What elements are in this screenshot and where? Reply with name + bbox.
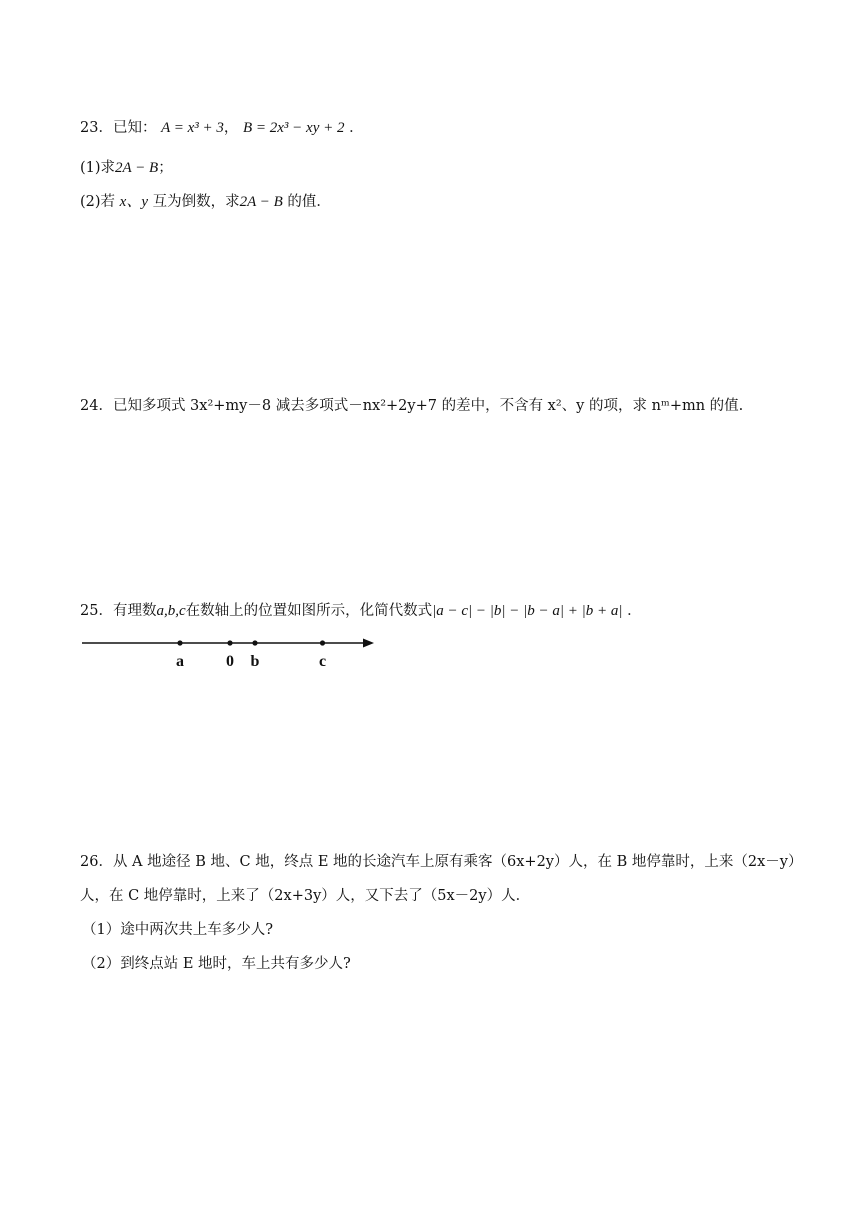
- q23-part1: [80, 158, 173, 178]
- q23-line1: [80, 118, 364, 138]
- q26-line2: 人，在 C 地停靠时，上来了（2x+3y）人，又下去了（5x－2y）人．: [80, 888, 531, 904]
- q23-a-expression: A = x³ + 3: [161, 120, 224, 136]
- q26-part2: （2）到终点站 E 地时，车上共有多少人?: [82, 956, 351, 972]
- number-line-point-c: [320, 640, 325, 645]
- q25-end: ．: [627, 603, 642, 619]
- number-line: [80, 630, 380, 675]
- q25-middle: 在数轴上的位置如图所示，化简代数式: [185, 603, 433, 619]
- number-line-point-0: [227, 640, 232, 645]
- q25-text: [80, 601, 642, 621]
- q23-part2-middle: 互为倒数，求: [152, 194, 240, 210]
- q23-part1-expression: 2A − B: [115, 160, 159, 176]
- q23-part2-end: 的值．: [287, 194, 331, 210]
- number-line-label-c: c: [318, 653, 327, 670]
- q23-separator: ，: [223, 120, 239, 136]
- q26-part1: （1）途中两次共上车多少人?: [82, 922, 273, 938]
- q23-part2-expression: 2A − B: [239, 194, 283, 210]
- number-line-label-0: 0: [226, 653, 234, 670]
- q25-expression: |a − c| − |b| − |b − a| + |b + a|: [432, 603, 623, 619]
- q23-end: ．: [349, 120, 364, 136]
- q23-intro: ．已知：: [98, 120, 157, 136]
- q23-part2-variables: x、y: [119, 194, 148, 210]
- q25-prefix: 25．有理数: [80, 603, 157, 619]
- q23-part2: [80, 192, 331, 212]
- q26-line1: 26．从 A 地途径 B 地、C 地，终点 E 地的长途汽车上原有乘客（6x+2y）人，在 B 地停靠时，上来（2x－y）: [80, 854, 803, 870]
- q23-part2-prefix: (2)若: [80, 194, 116, 210]
- q25-variables: a,b,c: [156, 603, 186, 619]
- number-line-arrow-icon: [363, 639, 374, 648]
- q24-text: 24．已知多项式 3x²+my－8 减去多项式－nx²+2y+7 的差中，不含有 x²、y 的项，求 nᵐ+mn 的值.: [80, 398, 744, 414]
- number-line-point-a: [177, 640, 182, 645]
- number-line-label-b: b: [250, 653, 260, 670]
- number-line-point-b: [252, 640, 257, 645]
- q23-number: 23: [80, 120, 99, 136]
- q23-part1-prefix: (1)求: [80, 160, 116, 176]
- q23-part1-end: ；: [158, 160, 173, 176]
- q23-b-expression: B = 2x³ − xy + 2: [242, 120, 345, 136]
- number-line-label-a: a: [176, 653, 184, 670]
